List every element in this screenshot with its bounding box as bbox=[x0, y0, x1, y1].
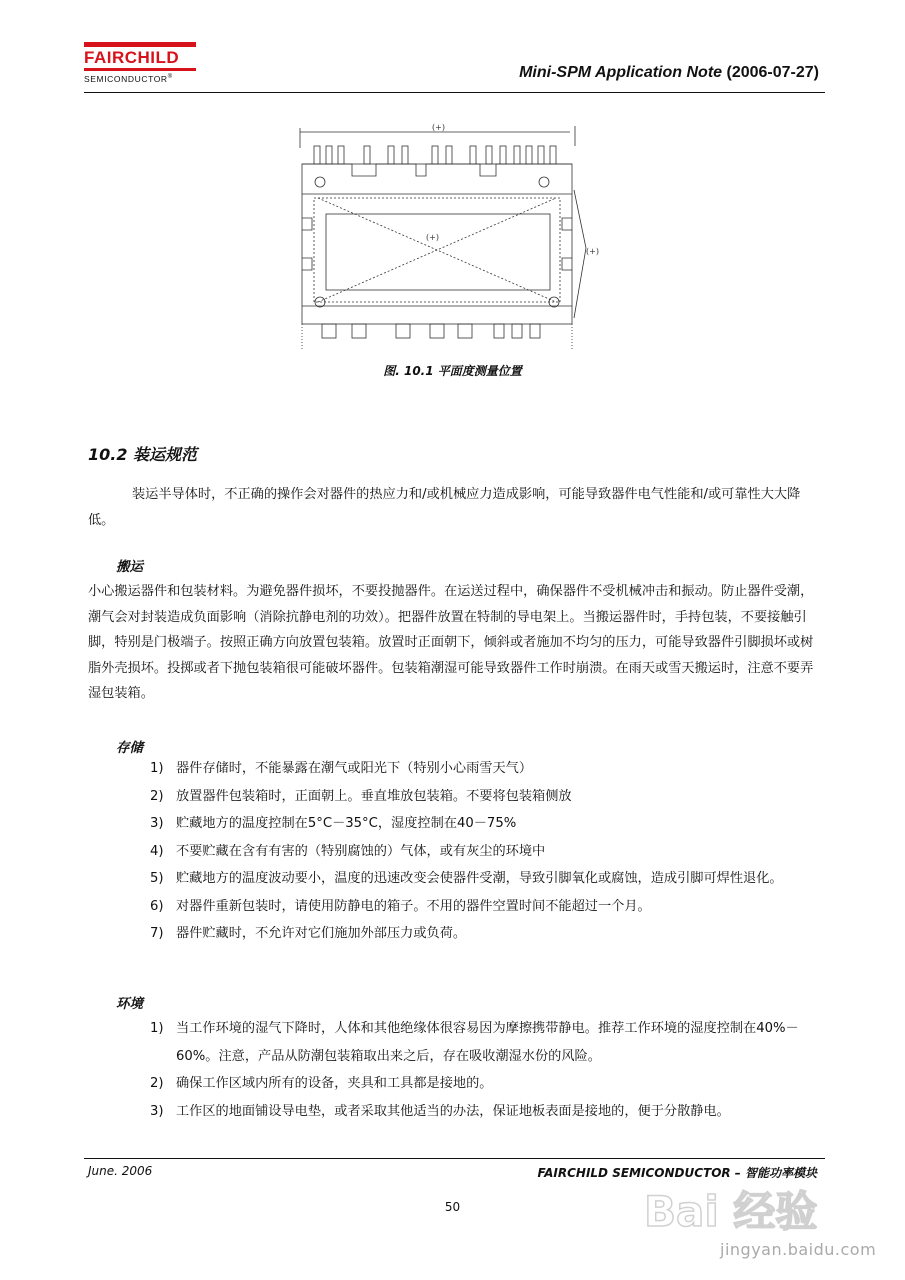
left-notch-lower bbox=[302, 258, 312, 270]
logo-wordmark: FAIRCHILD bbox=[84, 48, 180, 67]
label-center: (+) bbox=[426, 233, 439, 242]
watermark-url: jingyan.baidu.com bbox=[720, 1240, 877, 1259]
right-notch-upper bbox=[562, 218, 572, 230]
footer-company: FAIRCHILD SEMICONDUCTOR – 智能功率模块 bbox=[537, 1166, 817, 1180]
watermark-brand: Bai 经验 bbox=[644, 1187, 818, 1236]
logo-subtitle: SEMICONDUCTOR® bbox=[84, 73, 173, 84]
logo-bar-bottom bbox=[84, 68, 196, 71]
figure-caption: 图. 10.1 平面度测量位置 bbox=[383, 364, 522, 378]
list-item: 2) 放置器件包装箱时，正面朝上。垂直堆放包装箱。不要将包装箱侧放 bbox=[150, 788, 572, 804]
dimension-line-right bbox=[574, 190, 586, 318]
document-title-date: (2006-07-27) bbox=[726, 64, 819, 81]
label-right: (+) bbox=[586, 247, 599, 256]
left-notch-upper bbox=[302, 218, 312, 230]
mount-hole-top-left bbox=[315, 177, 325, 187]
list-item: 3) 贮藏地方的温度控制在5°C－35°C，湿度控制在40－75% bbox=[150, 816, 517, 831]
fairchild-logo bbox=[84, 42, 204, 85]
mount-hole-top-right bbox=[539, 177, 549, 187]
page-number: 50 bbox=[444, 1200, 461, 1214]
module-drawing bbox=[290, 118, 620, 354]
list-item: 3) 工作区的地面铺设导电垫，或者采取其他适当的办法，保证地板表面是接地的，便于分散静电。 bbox=[150, 1103, 730, 1119]
logo-bar-top bbox=[84, 42, 196, 47]
list-item: 7) 器件贮藏时，不允许对它们施加外部压力或负荷。 bbox=[150, 926, 467, 941]
bottom-pins bbox=[322, 324, 540, 338]
list-item: 4) 不要贮藏在含有有害的（特别腐蚀的）气体，或有灰尘的环境中 bbox=[150, 843, 546, 859]
footer-rule bbox=[84, 1158, 825, 1159]
top-tab-strip bbox=[302, 164, 572, 176]
environment-heading: 环境 bbox=[116, 996, 143, 1012]
right-notch-lower bbox=[562, 258, 572, 270]
handling-heading: 搬运 bbox=[116, 559, 143, 575]
section-title: 10.2 装运规范 bbox=[88, 445, 198, 464]
document-title-name: Mini-SPM Application Note bbox=[519, 64, 723, 81]
list-item: 1) 器件存储时，不能暴露在潮气或阳光下（特别小心雨雪天气） bbox=[150, 761, 533, 776]
document-title bbox=[519, 64, 819, 82]
footer-date: June. 2006 bbox=[88, 1164, 153, 1178]
list-item: 5) 贮藏地方的温度波动要小，温度的迅速改变会使器件受潮，导致引脚氧化或腐蚀，造成引脚可焊性退化。 bbox=[150, 871, 783, 886]
storage-heading: 存储 bbox=[116, 740, 143, 756]
top-pins bbox=[314, 146, 556, 164]
list-item: 2) 确保工作区域内所有的设备，夹具和工具都是接地的。 bbox=[150, 1076, 493, 1091]
list-item: 1) 当工作环境的湿气下降时，人体和其他绝缘体很容易因为摩擦携带静电。推荐工作环境的湿度控制在40%－60%。注意，产品从防潮包装箱取出来之后，存在吸收潮湿水份的风险。 bbox=[150, 1021, 799, 1064]
list-item: 6) 对器件重新包装时，请使用防静电的箱子。不用的器件空置时间不能超过一个月。 bbox=[150, 898, 651, 914]
environment-list bbox=[150, 1015, 822, 1125]
module-body bbox=[302, 164, 572, 324]
storage-list bbox=[150, 755, 822, 948]
inner-window bbox=[326, 214, 550, 290]
header-rule bbox=[84, 92, 825, 93]
section-intro: 装运半导体时，不正确的操作会对器件的热应力和/或机械应力造成影响，可能导致器件电气性能和/或可靠性大大降低。 bbox=[88, 487, 801, 528]
handling-paragraph: 小心搬运器件和包装材料。为避免器件损坏，不要投抛器件。在运送过程中，确保器件不受机械冲击和振动。防止器件受潮，潮气会对封装造成负面影响（消除抗静电剂的功效）。把器件放置在特制的导电架上。当搬运器件时，手持包装，不要接触引脚，特别是门极端子。按照正确方向放置包装箱。放置时正面朝下，倾斜或者施加不均匀的压力，可能导致器件引脚损坏或树脂外壳损坏。投掷或者下抛包装箱很可能破坏器件。包装箱潮湿可能导致器件工作时崩溃。在雨天或雪天搬运时，注意不要弄湿包装箱。 bbox=[88, 584, 814, 701]
label-top: (+) bbox=[432, 123, 445, 132]
